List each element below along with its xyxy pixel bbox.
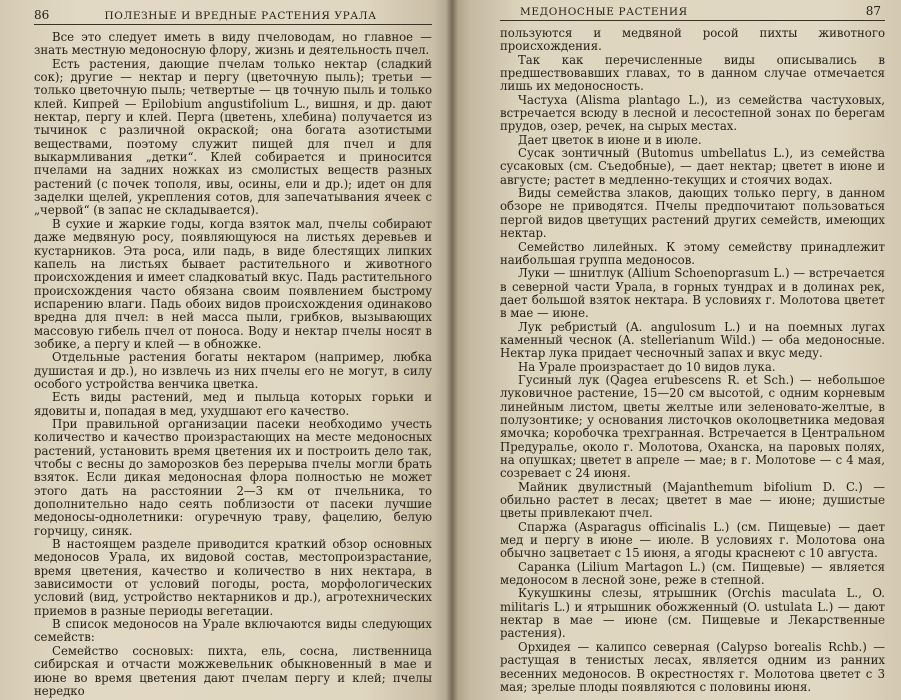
paragraph: Кукушкины слезы, ятрышник (Orchis maculata L., O. militaris L.) и ятрышник обожженный (O. ustulata L.) — дают нектар в мае — июне (см. Пищевые и Лекарственные растения). xyxy=(500,586,885,641)
left-page-body xyxy=(34,31,432,698)
running-title: МЕДОНОСНЫЕ РАСТЕНИЯ xyxy=(520,6,688,18)
paragraph: Семейство лилейных. К этому семейству принадлежит наибольшая группа медоносов. xyxy=(500,239,885,267)
paragraph: Орхидея — калипсо северная (Calypso borealis Rchb.) — растущая в тенистых лесах, является одним из ранних весенних медоносов. В окрестностях г. Молотова цветет с 3 мая; зрелые плоды появляются с половины июня. xyxy=(500,639,885,694)
page-number: 86 xyxy=(34,8,50,22)
running-title: ПОЛЕЗНЫЕ И ВРЕДНЫЕ РАСТЕНИЯ УРАЛА xyxy=(104,10,377,22)
paragraph: Саранка (Lilium Martagon L.) (см. Пищевые) — является медоносом в лесной зоне, реже в степной. xyxy=(500,559,885,588)
paragraph: Лук ребристый (A. angulosum L.) и на поемных лугах каменный чеснок (A. stellerianum Wild.) — оба медоносные. Нектар лука придает чесночный запах и вкус меду. xyxy=(500,319,885,361)
paragraph: В список медоносов на Урале включаются виды следующих семейств: xyxy=(34,617,432,645)
paragraph: Сусак зонтичный (Butomus umbellatus L.), из семейства сусаковых (см. Съедобные), — дает нектар; цветет в июне и августе; растет в медленно-текущих и стоячих водах. xyxy=(500,146,885,187)
page-number: 87 xyxy=(865,4,881,18)
right-page xyxy=(452,0,901,700)
paragraph: Спаржа (Asparagus officinalis L.) (см. Пищевые) — дает мед и пергу в июне — июле. В условиях г. Молотова она обычно зацветает с 15 июня, а ягоды краснеют с 10 августа. xyxy=(500,519,885,561)
right-page-body xyxy=(500,27,885,694)
paragraph: Майник двулистный (Majanthemum bifolium D. C.) — обильно растет в лесах; цветет в мае — июне; душистые цветы привлекают пчел. xyxy=(500,479,885,521)
paragraph: Все это следует иметь в виду пчеловодам, но главное — знать местную медоносную флору, жизнь и деятельность пчел. xyxy=(34,30,432,58)
paragraph: Дает цветок в июне и в июле. xyxy=(518,132,702,147)
paragraph: Отдельные растения богаты нектаром (например, любка душистая и др.), но извлечь из них пчелы его не могут, в силу особого устройства венчика цветка. xyxy=(34,350,432,391)
paragraph: При правильной организации пасеки необходимо учесть количество и качество произрастающих на месте медоносных растений, установить время цветения их и построить дело так, чтобы с весны до заморозков без перерыва пчелы могли брать взяток. Если дикая медоносная флора полностью не может этого дать на расстоянии 2—3 км от пчельника, то дополнительно надо сеять поблизости от пасеки лучшие медоносы-однолетники: огуречную траву, фацелию, белую горчицу, синяк. xyxy=(34,416,432,538)
paragraph: Есть растения, дающие пчелам только нектар (сладкий сок); другие — нектар и пергу (цветочную пыль); третьи — только цветочную пыль; четвертые — цв точную пыль и только клей. Кипрей — Epilobium angustifolium L., вишня, и др. дают нектар, пергу и клей. Перга (цветень, хлебина) получается из тычинок с различной окраской; она богата азотистыми веществами, поэтому служит пищей для пчел и для выкармливания „детки“. Клей собирается и приносится пчелами на задних ножках из смолистых веществ разных растений (с почек тополя, ивы, осины, ели и др.); идет он для заделки щелей, укрепления сотов, для запечатывания ячеек с „червой“ (в запас не складывается). xyxy=(34,56,432,218)
paragraph: В сухие и жаркие годы, когда взяток мал, пчелы собирают даже медвяную росу, появляющуюся на листьях деревьев и кустарников. Эта роса, или падь, в виде блестящих липких капель на листьях бывает растительного и животного происхождения и имеет сладковатый вкус. Падь растительного происхождения часто обязана своим появлением быстрому испарению влаги. Падь обоих видов происхождения одинаково вредна для пчел: в ней масса пыли, грибков, вызывающих массовую гибель пчел от поноса. Воду и нектар пчелы носят в зобике, а пергу и клей — в обножке. xyxy=(34,216,432,351)
paragraph: Частуха (Alisma plantago L.), из семейства частуховых, встречается всюду в лесной и лесостепной зонах по берегам прудов, озер, речек, на сырых местах. xyxy=(500,92,885,134)
paragraph: Семейство сосновых: пихта, ель, сосна, лиственница сибирская и отчасти можжевельник обыкновенный в мае и июне во время цветения дают пчелам пергу и клей; пчелы нередко xyxy=(34,643,432,698)
paragraph: Виды семейства злаков, дающих только пергу, в данном обзоре не приводятся. Пчелы предпочитают пользоваться пергой видов цветущих растений других семейств, имеющих нектар. xyxy=(500,186,885,241)
left-page-header xyxy=(34,8,432,25)
paragraph: В настоящем разделе приводится краткий обзор основных медоносов Урала, их видовой состав, местопроизрастание, время цветения, качество и количество в них нектара, в зависимости от условий погоды, роста, морфологических условий (вид, устройство нектарников и др.), агротехнических приемов в разные периоды вегетации. xyxy=(34,537,432,618)
right-page-header xyxy=(500,4,885,21)
paragraph: Гусиный лук (Qagea erubescens R. et Sch.) — небольшое луковичное растение, 15—20 см высотой, с одним корневым линейным листом, цветы желтые или зеленовато-желтые, в полузонтике; у основания листочков околоцветника медовая ямочка; коробочка трехгранная. Встречается в Центральном Предуралье, около г. Молотова, Оханска, на паровых полях, на опушках; цветет в апреле — мае; в г. Молотове — с 4 мая, созревает с 24 июня. xyxy=(500,372,885,481)
paragraph: Луки — шнитлук (Allium Schoenoprasum L.) — встречается в северной части Урала, в горных тундрах и в долинах рек, дает большой взяток нектара. В условиях г. Молотова цветет в мае — июне. xyxy=(500,266,885,321)
paragraph: пользуются и медвяной росой пихты животного происхождения. xyxy=(500,26,885,54)
paragraph: На Урале произрастает до 10 видов лука. xyxy=(518,359,776,374)
paragraph: Так как перечисленные виды описывались в предшествовавших главах, то в данном случае отмечается лишь их медоносность. xyxy=(500,52,885,94)
paragraph: Есть виды растений, мед и пыльца которых горьки и ядовиты и, попадая в мед, ухудшают его качество. xyxy=(34,390,432,418)
